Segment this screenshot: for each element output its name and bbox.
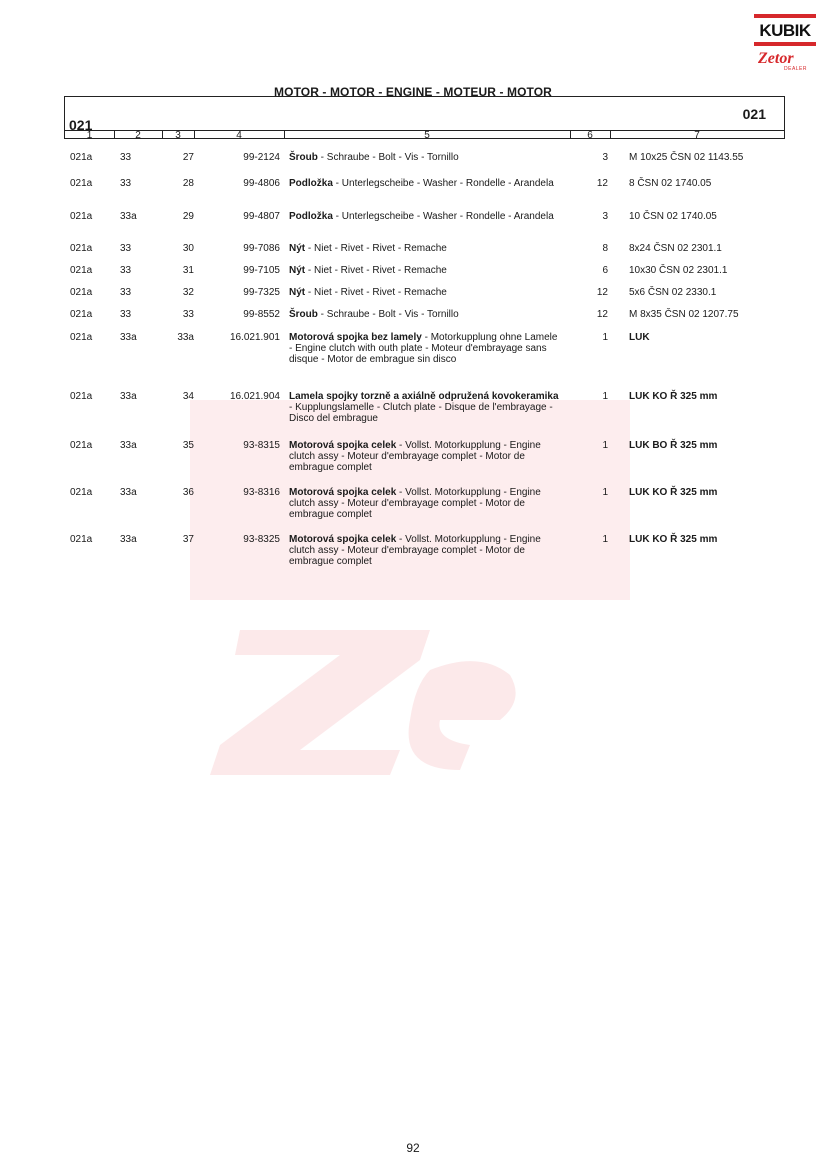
cell-position: 32 bbox=[182, 287, 194, 298]
cell-part-number: 16.021.904 bbox=[229, 391, 280, 402]
logo-bar-bottom bbox=[754, 42, 816, 46]
cell-figure: 33a bbox=[120, 487, 137, 498]
cell-figure: 33 bbox=[120, 265, 132, 276]
cell-quantity: 3 bbox=[602, 152, 608, 163]
part-translations: - Unterlegscheibe - Washer - Rondelle - Arandela bbox=[332, 178, 554, 189]
cell-part-number: 99-7086 bbox=[243, 243, 280, 254]
cell-section: 021a bbox=[70, 487, 93, 498]
page-number: 92 bbox=[406, 1141, 420, 1155]
cell-description bbox=[289, 440, 559, 473]
column-header-1: 1 bbox=[86, 130, 93, 141]
part-translations: - Niet - Rivet - Rivet - Remache bbox=[305, 265, 447, 276]
cell-quantity: 1 bbox=[602, 391, 608, 402]
cell-position: 36 bbox=[182, 487, 194, 498]
part-translations: - Schraube - Bolt - Vis - Tornillo bbox=[317, 152, 459, 163]
part-translations: - Schraube - Bolt - Vis - Tornillo bbox=[317, 309, 459, 320]
column-header-3: 3 bbox=[175, 130, 181, 141]
cell-description bbox=[289, 309, 559, 320]
part-name: Motorová spojka bez lamely bbox=[289, 332, 422, 343]
cell-description bbox=[289, 243, 559, 254]
cell-position: 33a bbox=[177, 332, 194, 343]
cell-section: 021a bbox=[70, 309, 93, 320]
cell-position: 27 bbox=[182, 152, 194, 163]
part-name: Šroub bbox=[289, 152, 318, 163]
cell-position: 34 bbox=[182, 391, 194, 402]
cell-position: 35 bbox=[182, 440, 194, 451]
cell-specification: LUK KO Ř 325 mm bbox=[629, 534, 718, 545]
cell-part-number: 99-7325 bbox=[243, 287, 280, 298]
cell-description bbox=[289, 332, 559, 365]
cell-specification: 8 ČSN 02 1740.05 bbox=[629, 178, 712, 189]
part-translations: - Niet - Rivet - Rivet - Remache bbox=[305, 243, 447, 254]
cell-section: 021a bbox=[70, 178, 93, 189]
cell-description bbox=[289, 391, 559, 424]
part-name: Motorová spojka celek bbox=[289, 534, 397, 545]
part-name: Lamela spojky torzně a axiálně odpružená kovokeramika bbox=[289, 391, 559, 402]
cell-description bbox=[289, 211, 559, 222]
cell-description bbox=[289, 487, 559, 520]
cell-position: 33 bbox=[182, 309, 194, 320]
cell-quantity: 1 bbox=[602, 332, 608, 343]
section-number-left: 021 bbox=[69, 117, 93, 133]
column-header-5: 5 bbox=[424, 130, 430, 141]
cell-specification: M 8x35 ČSN 02 1207.75 bbox=[629, 309, 739, 320]
page-title: MOTOR - MOTOR - ENGINE - MOTEUR - MOTOR bbox=[274, 85, 552, 99]
logo-brand: KUBIK bbox=[754, 22, 816, 40]
cell-description bbox=[289, 265, 559, 276]
cell-specification: 8x24 ČSN 02 2301.1 bbox=[629, 243, 722, 254]
column-header-4: 4 bbox=[236, 130, 242, 141]
cell-quantity: 12 bbox=[596, 309, 608, 320]
cell-quantity: 6 bbox=[602, 265, 608, 276]
cell-figure: 33 bbox=[120, 287, 132, 298]
part-name: Šroub bbox=[289, 309, 318, 320]
cell-section: 021a bbox=[70, 332, 93, 343]
cell-section: 021a bbox=[70, 287, 93, 298]
cell-figure: 33a bbox=[120, 211, 137, 222]
cell-specification: LUK KO Ř 325 mm bbox=[629, 391, 718, 402]
cell-figure: 33 bbox=[120, 152, 132, 163]
cell-specification: LUK KO Ř 325 mm bbox=[629, 487, 718, 498]
cell-figure: 33a bbox=[120, 534, 137, 545]
cell-position: 31 bbox=[182, 265, 194, 276]
cell-part-number: 93-8315 bbox=[243, 440, 280, 451]
part-translations: - Unterlegscheibe - Washer - Rondelle - Arandela bbox=[332, 211, 554, 222]
cell-figure: 33 bbox=[120, 243, 132, 254]
cell-section: 021a bbox=[70, 391, 93, 402]
cell-quantity: 1 bbox=[602, 487, 608, 498]
part-name: Motorová spojka celek bbox=[289, 440, 397, 451]
column-header-2: 2 bbox=[135, 130, 141, 141]
cell-section: 021a bbox=[70, 211, 93, 222]
cell-specification: 10 ČSN 02 1740.05 bbox=[629, 211, 717, 222]
part-name: Podložka bbox=[289, 178, 333, 189]
part-translations: - Motorkupplung ohne Lamele - Engine clutch with outh plate - Moteur d'embrayage sans disque - Motor de embrague sin disco bbox=[289, 332, 558, 365]
part-translations: - Kupplungslamelle - Clutch plate - Disque de l'embrayage - Disco del embrague bbox=[289, 402, 553, 424]
cell-quantity: 1 bbox=[602, 440, 608, 451]
section-number-right: 021 bbox=[742, 106, 766, 122]
cell-quantity: 1 bbox=[602, 534, 608, 545]
part-translations: - Vollst. Motorkupplung - Engine clutch assy - Moteur d'embrayage complet - Motor de embrague complet bbox=[289, 487, 541, 520]
part-translations: - Niet - Rivet - Rivet - Remache bbox=[305, 287, 447, 298]
cell-description bbox=[289, 152, 559, 163]
column-header-6: 6 bbox=[587, 130, 593, 141]
cell-specification: 10x30 ČSN 02 2301.1 bbox=[629, 265, 728, 276]
cell-description bbox=[289, 534, 559, 567]
part-translations: - Vollst. Motorkupplung - Engine clutch assy - Moteur d'embrayage complet - Motor de embrague complet bbox=[289, 534, 541, 567]
part-translations: - Vollst. Motorkupplung - Engine clutch assy - Moteur d'embrayage complet - Motor de embrague complet bbox=[289, 440, 541, 473]
cell-specification: 5x6 ČSN 02 2330.1 bbox=[629, 287, 717, 298]
cell-part-number: 16.021.901 bbox=[229, 332, 280, 343]
cell-quantity: 3 bbox=[602, 211, 608, 222]
logo-tag: DEALER bbox=[784, 66, 808, 72]
cell-section: 021a bbox=[70, 440, 93, 451]
cell-specification: LUK BO Ř 325 mm bbox=[629, 440, 718, 451]
cell-description bbox=[289, 287, 559, 298]
cell-position: 30 bbox=[182, 243, 194, 254]
part-name: Nýt bbox=[289, 265, 306, 276]
cell-part-number: 99-8552 bbox=[243, 309, 280, 320]
cell-section: 021a bbox=[70, 265, 93, 276]
logo-product: Zetor bbox=[758, 50, 794, 67]
cell-part-number: 93-8316 bbox=[243, 487, 280, 498]
cell-section: 021a bbox=[70, 534, 93, 545]
part-name: Motorová spojka celek bbox=[289, 487, 397, 498]
cell-part-number: 99-7105 bbox=[243, 265, 280, 276]
cell-figure: 33 bbox=[120, 309, 132, 320]
cell-figure: 33 bbox=[120, 178, 132, 189]
cell-quantity: 8 bbox=[602, 243, 608, 254]
cell-position: 37 bbox=[182, 534, 194, 545]
cell-figure: 33a bbox=[120, 391, 137, 402]
cell-figure: 33a bbox=[120, 440, 137, 451]
cell-quantity: 12 bbox=[596, 178, 608, 189]
cell-part-number: 99-2124 bbox=[243, 152, 280, 163]
cell-quantity: 12 bbox=[596, 287, 608, 298]
cell-figure: 33a bbox=[120, 332, 137, 343]
column-header-7: 7 bbox=[694, 130, 700, 141]
cell-specification: LUK bbox=[629, 332, 650, 343]
part-name: Nýt bbox=[289, 287, 306, 298]
cell-specification: M 10x25 ČSN 02 1143.55 bbox=[629, 152, 744, 163]
part-name: Podložka bbox=[289, 211, 333, 222]
cell-part-number: 99-4807 bbox=[243, 211, 280, 222]
cell-section: 021a bbox=[70, 243, 93, 254]
table-header bbox=[64, 96, 785, 139]
cell-part-number: 93-8325 bbox=[243, 534, 280, 545]
cell-section: 021a bbox=[70, 152, 93, 163]
cell-part-number: 99-4806 bbox=[243, 178, 280, 189]
cell-description bbox=[289, 178, 559, 189]
cell-position: 29 bbox=[182, 211, 194, 222]
logo-bar-top bbox=[754, 14, 816, 18]
cell-position: 28 bbox=[182, 178, 194, 189]
part-name: Nýt bbox=[289, 243, 306, 254]
kubik-zetor-logo bbox=[754, 14, 816, 70]
